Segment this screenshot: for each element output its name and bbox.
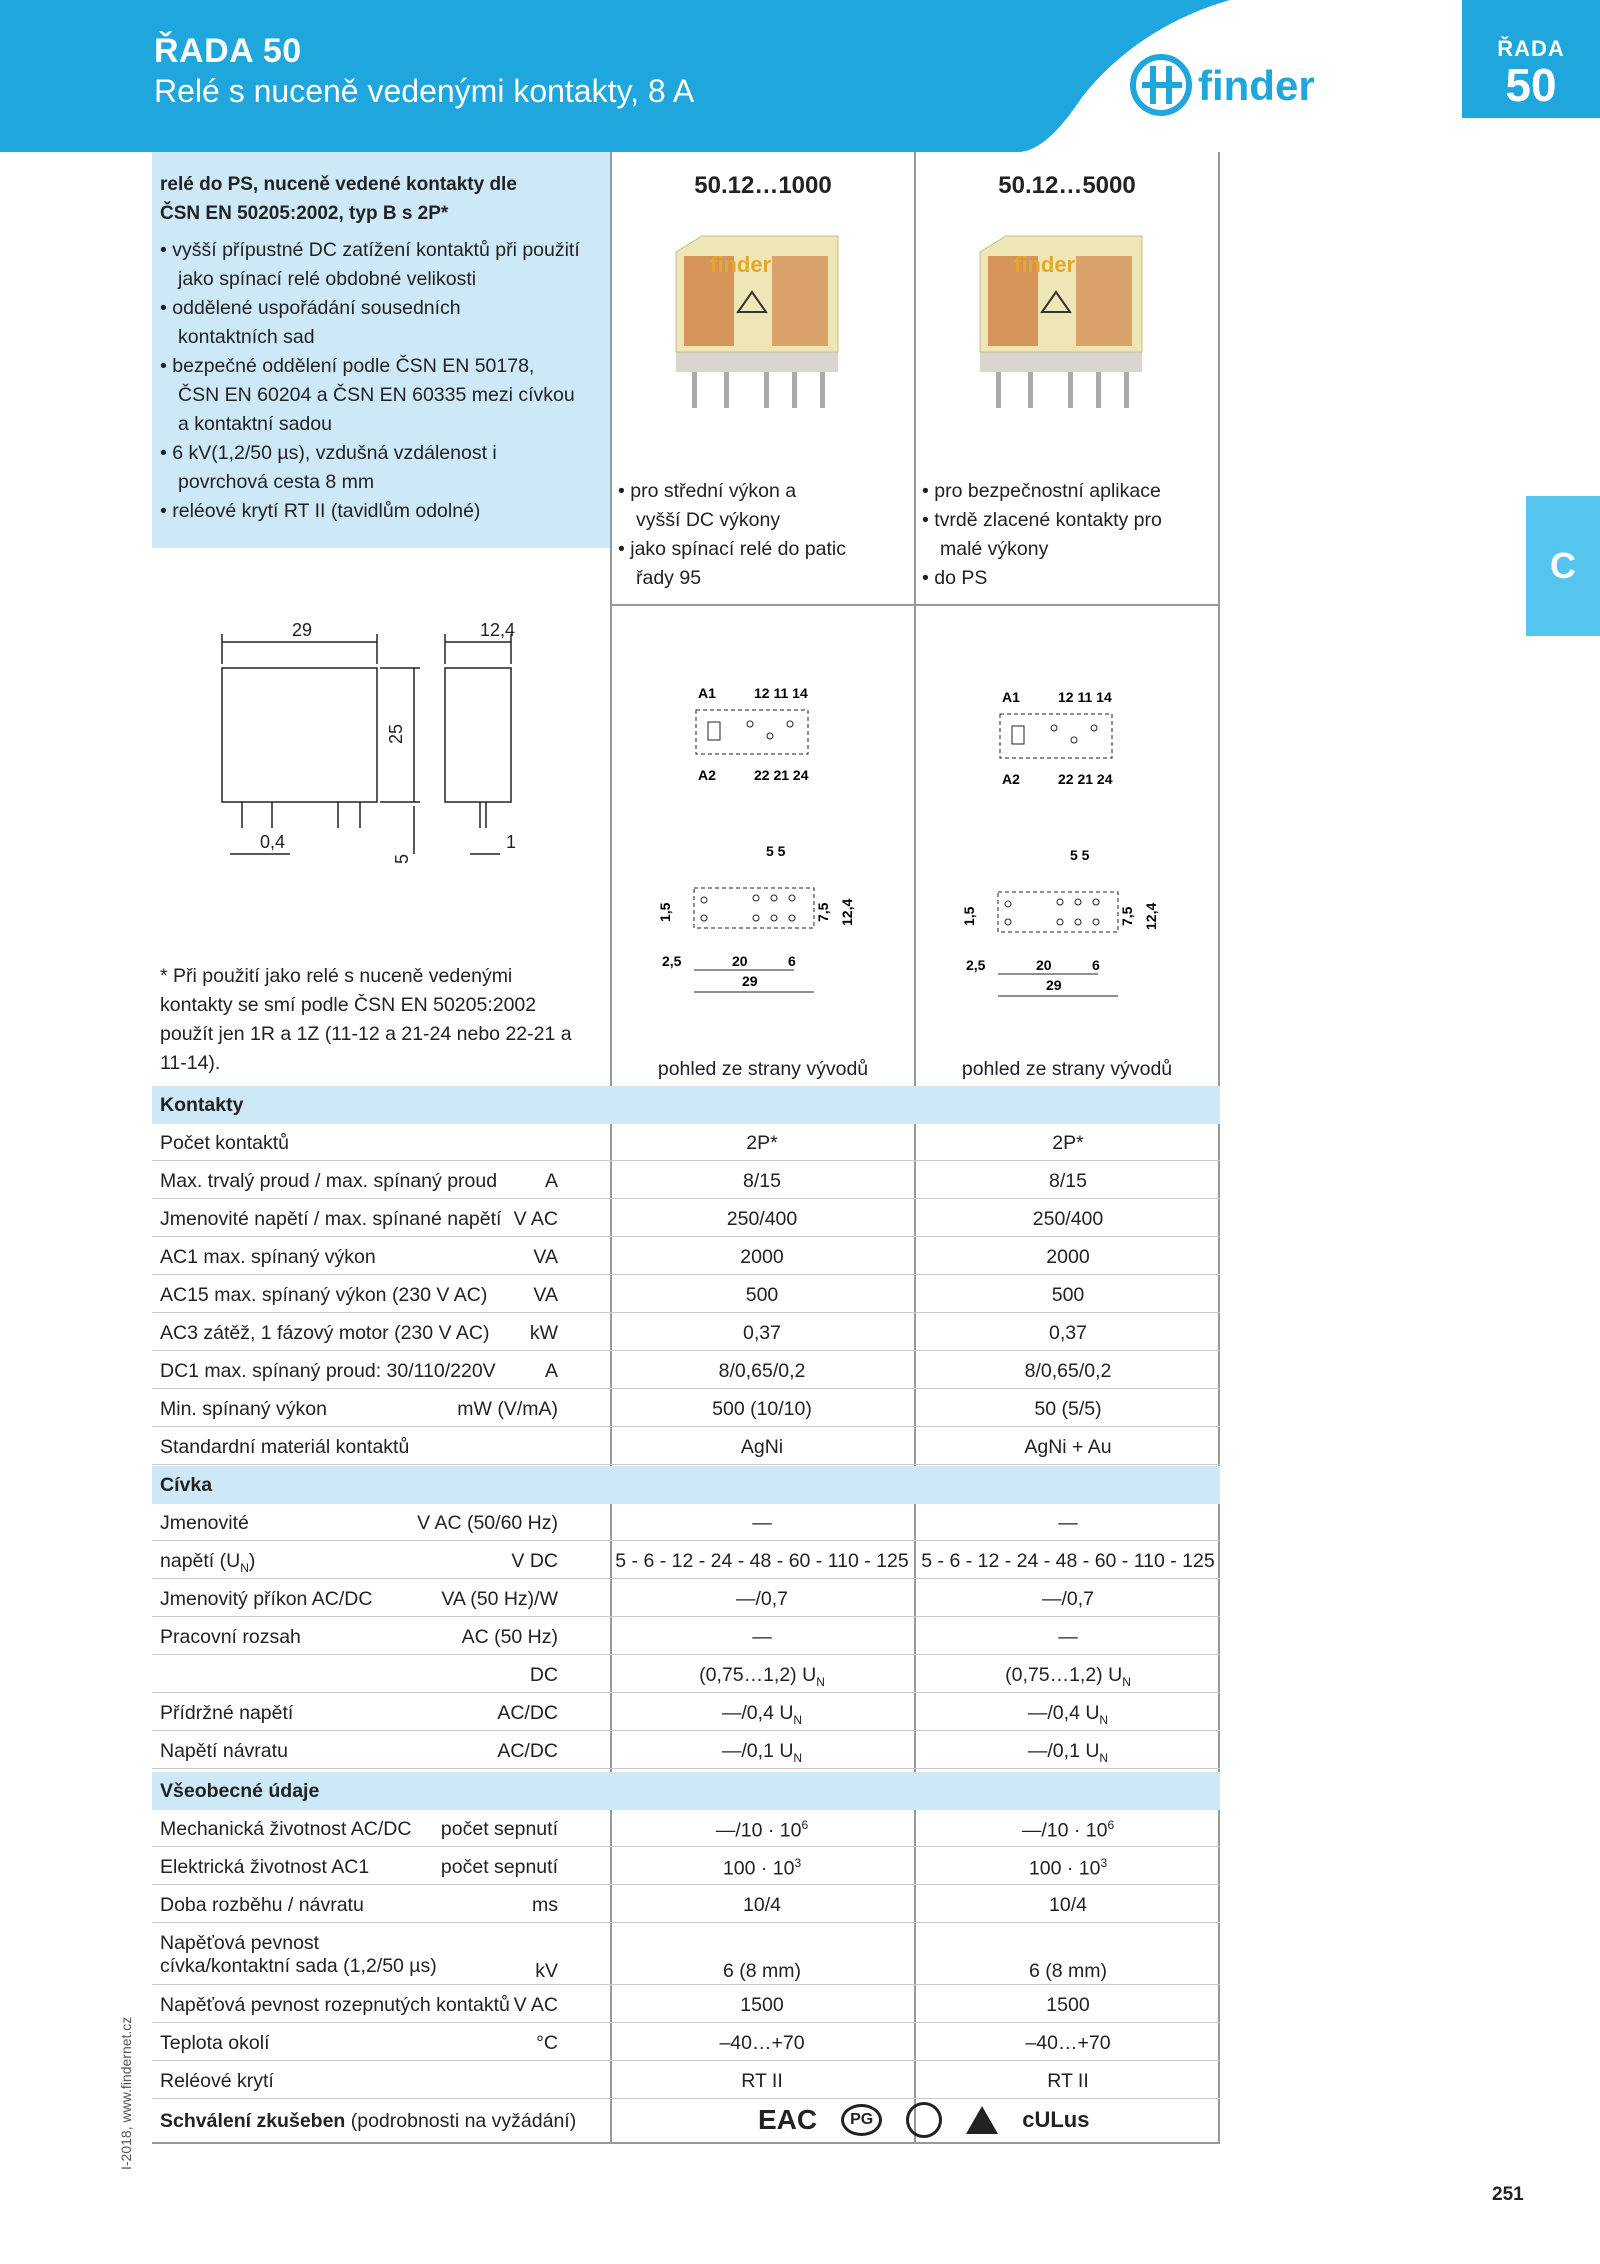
row-value-1000: (0,75…1,2) $U_N$ — [699, 1664, 825, 1689]
row-unit: °C — [536, 2032, 558, 2054]
row-label: Jmenovitý příkon AC/DC — [160, 1588, 373, 1610]
section-tab-c[interactable]: C — [1526, 496, 1600, 636]
row-value-5000: 0,37 — [1049, 1322, 1087, 1344]
row-value-1000: —/10 · $10^6$ — [715, 1818, 809, 1842]
series-title: ŘADA 50 — [154, 32, 302, 70]
intro-bullet: • bezpečné oddělení podle ČSN EN 50178, ČSN EN 60204 a ČSN EN 60335 mezi cívkou a kontaktní sadou — [160, 352, 578, 439]
fp-pitch: 5 5 — [1070, 847, 1090, 863]
row-unit: ms — [532, 1894, 558, 1916]
table-row — [152, 1314, 1220, 1351]
row-value-1000: 2P* — [746, 1132, 778, 1154]
top-pins-label: 12 11 14 — [754, 685, 808, 701]
row-unit: AC/DC — [497, 1702, 558, 1724]
dim-depth: 12,4 — [480, 620, 516, 640]
row-value-5000: — — [1058, 1512, 1078, 1534]
row-value-1000: 2000 — [740, 1246, 784, 1268]
page-title — [154, 32, 694, 110]
model-bullet: • jako spínací relé do patic řady 95 — [618, 535, 886, 593]
wiring-diagram-1000 — [690, 680, 830, 790]
svg-text:finder: finder — [710, 252, 772, 277]
section-title: Cívka — [160, 1474, 213, 1496]
row-value-1000: 5 - 6 - 12 - 24 - 48 - 60 - 110 - 125 — [615, 1550, 909, 1572]
pin-a2-label: A2 — [1002, 771, 1020, 787]
table-row — [152, 1124, 1220, 1161]
table-row — [152, 1618, 1220, 1655]
series-badge — [1462, 0, 1600, 118]
series-badge-label: ŘADA — [1497, 36, 1565, 61]
model-bullet: • do PS — [922, 564, 1212, 593]
row-unit: VA — [533, 1284, 558, 1306]
intro-box — [152, 152, 610, 548]
row-label: Mechanická životnost AC/DC — [160, 1818, 412, 1840]
pcb-footprint-5000 — [960, 846, 1180, 1006]
row-unit: V AC — [513, 1208, 558, 1230]
row-value-1000: 6 (8 mm) — [723, 1960, 801, 1982]
pin-a1-label: A1 — [1002, 689, 1020, 705]
table-row — [152, 1986, 1220, 2023]
row-value-5000: (0,75…1,2) $U_N$ — [1005, 1664, 1131, 1689]
model-bullets-5000 — [922, 477, 1212, 593]
row-unit: kW — [529, 1322, 558, 1344]
table-row — [152, 1238, 1220, 1275]
model-bullet: • pro střední výkon a vyšší DC výkony — [618, 477, 836, 535]
row-label: Jmenovité — [160, 1512, 249, 1534]
row-value-1000: 500 — [745, 1284, 779, 1306]
fp-20: 20 — [732, 953, 748, 969]
row-label: Standardní materiál kontaktů — [160, 1436, 410, 1458]
row-unit: kV — [535, 1960, 558, 1982]
table-row — [152, 1656, 1220, 1693]
svg-text:finder: finder — [1014, 252, 1076, 277]
table-row — [152, 1352, 1220, 1389]
row-value-5000: —/0,4 $U_N$ — [1027, 1702, 1109, 1727]
pg-mark-icon: PG — [841, 2104, 882, 2136]
row-value-5000: 10/4 — [1049, 1894, 1087, 1916]
fp-25: 2,5 — [662, 953, 682, 969]
fp-124: 12,4 — [1143, 902, 1159, 930]
row-value-5000: 2P* — [1052, 1132, 1084, 1154]
row-value-1000: — — [752, 1512, 772, 1534]
row-value-5000: 8/15 — [1049, 1170, 1087, 1192]
intro-bullets — [152, 236, 610, 526]
row-unit: mW (V/mA) — [457, 1398, 558, 1420]
approvals-title: Schválení zkušeben — [160, 2110, 346, 2132]
row-value-5000: RT II — [1047, 2070, 1089, 2092]
row-label: napětí $(U_N)$ — [160, 1550, 256, 1575]
row-value-1000: –40…+70 — [719, 2032, 805, 2054]
row-label: Počet kontaktů — [160, 1132, 289, 1154]
model-bullet: • tvrdě zlacené kontakty pro malé výkony — [922, 506, 1180, 564]
row-value-5000: 500 — [1051, 1284, 1085, 1306]
row-label: Pracovní rozsah — [160, 1626, 301, 1648]
row-label: Doba rozběhu / návratu — [160, 1894, 364, 1916]
top-pins-label: 12 11 14 — [1058, 689, 1112, 705]
row-unit: A — [544, 1170, 558, 1192]
dim-pin-length: 5 — [392, 853, 412, 864]
row-value-1000: 1500 — [740, 1994, 784, 2016]
row-label: Elektrická životnost AC1 — [160, 1856, 370, 1878]
fp-20: 20 — [1036, 957, 1052, 973]
table-row — [152, 1428, 1220, 1465]
row-unit: počet sepnutí — [440, 1818, 558, 1840]
approvals-label — [160, 2110, 576, 2133]
row-value-5000: — — [1058, 1626, 1078, 1648]
dim-width: 29 — [292, 620, 313, 640]
fp-25: 2,5 — [966, 957, 986, 973]
row-value-1000: RT II — [741, 2070, 783, 2092]
row-unit: V AC — [513, 1994, 558, 2016]
row-value-5000: —/0,1 $U_N$ — [1027, 1740, 1109, 1765]
view-caption-5000: pohled ze strany vývodů — [961, 1058, 1173, 1080]
culus-mark-icon: cULus — [1022, 2107, 1090, 2132]
fp-15: 1,5 — [961, 906, 977, 926]
fp-pitch: 5 5 — [766, 843, 786, 859]
row-unit: DC — [529, 1664, 558, 1686]
table-row — [152, 1390, 1220, 1427]
pin-a2-label: A2 — [698, 767, 716, 783]
row-label: AC3 zátěž, 1 fázový motor (230 V AC) — [160, 1322, 490, 1344]
row-value-1000: 8/15 — [743, 1170, 781, 1192]
row-label: Max. trvalý proud / max. spínaný proud — [160, 1170, 498, 1192]
fp-15: 1,5 — [657, 902, 673, 922]
fp-29: 29 — [742, 973, 758, 989]
row-value-1000: 250/400 — [726, 1208, 798, 1230]
footnote: * Při použití jako relé s nuceně vedenými kontakty se smí podle ČSN EN 50205:2002 použít jen 1R a 1Z (11-12 a 21-24 nebo 22-21 a 11-14). — [160, 965, 572, 1074]
row-value-5000: —/10 · $10^6$ — [1021, 1818, 1115, 1842]
row-unit: A — [544, 1360, 558, 1382]
section-contacts — [152, 1086, 1220, 1124]
section-title: Všeobecné údaje — [160, 1780, 320, 1802]
bottom-pins-label: 22 21 24 — [754, 767, 809, 783]
row-label: Napětí návratu — [160, 1740, 288, 1762]
row-unit: AC (50 Hz) — [461, 1626, 558, 1648]
table-row — [152, 1848, 1220, 1885]
section-coil — [152, 1466, 1220, 1504]
table-row — [152, 1732, 1220, 1769]
row-label: Napěťová pevnost cívka/kontaktní sada (1,2/50 µs) — [160, 1932, 437, 1977]
table-row — [152, 1542, 1220, 1579]
pcb-footprint-1000 — [656, 842, 876, 1002]
row-value-5000: —/0,7 — [1041, 1588, 1095, 1610]
fp-124: 12,4 — [839, 898, 855, 926]
dim-pin-width: 0,4 — [260, 832, 286, 852]
table-row — [152, 1580, 1220, 1617]
row-unit: počet sepnutí — [440, 1856, 558, 1878]
row-value-1000: AgNi — [740, 1436, 784, 1458]
model-bullets-1000 — [618, 477, 908, 593]
row-value-1000: $100 \cdot 10^3$ — [722, 1856, 802, 1880]
row-value-5000: 50 (5/5) — [1034, 1398, 1102, 1420]
table-row — [152, 1924, 1220, 1985]
pin-a1-label: A1 — [698, 685, 716, 701]
row-value-5000: $100 \cdot 10^3$ — [1028, 1856, 1108, 1880]
table-row — [152, 1276, 1220, 1313]
row-value-1000: — — [752, 1626, 772, 1648]
series-subtitle: Relé s nuceně vedenými kontakty, 8 A — [154, 73, 695, 109]
row-value-1000: —/0,1 $U_N$ — [721, 1740, 803, 1765]
eac-mark-icon: EAC — [758, 2104, 818, 2135]
row-value-5000: 250/400 — [1032, 1208, 1104, 1230]
row-value-5000: 2000 — [1046, 1246, 1090, 1268]
finder-logo — [1128, 52, 1368, 118]
fp-29: 29 — [1046, 977, 1062, 993]
row-divider — [610, 604, 1220, 606]
row-label: DC1 max. spínaný proud: 30/110/220V — [160, 1360, 496, 1382]
table-row — [152, 1810, 1220, 1847]
row-value-5000: 8/0,65/0,2 — [1024, 1360, 1112, 1382]
brand-name: finder — [1198, 62, 1315, 109]
dim-height: 25 — [386, 723, 406, 744]
intro-bullet: • 6 kV(1,2/50 µs), vzdušná vzdálenost i povrchová cesta 8 mm — [160, 439, 538, 497]
bottom-pins-label: 22 21 24 — [1058, 771, 1113, 787]
table-row — [152, 1886, 1220, 1923]
edition-note: I-2018, www.findernet.cz — [118, 2016, 134, 2170]
row-unit: V AC (50/60 Hz) — [417, 1512, 558, 1534]
fp-6: 6 — [1092, 957, 1100, 973]
table-row — [152, 1504, 1220, 1541]
relay-photo-1000 — [672, 232, 842, 432]
row-label: AC1 max. spínaný výkon — [160, 1246, 376, 1268]
section-general — [152, 1772, 1220, 1810]
wiring-diagram-5000 — [994, 684, 1134, 794]
row-value-1000: 500 (10/10) — [712, 1398, 812, 1420]
row-label: Teplota okolí — [160, 2032, 270, 2054]
intro-heading: relé do PS, nuceně vedené kontakty dle ČSN EN 50205:2002, typ B s 2P* — [160, 174, 517, 224]
intro-bullet: • vyšší přípustné DC zatížení kontaktů při použití jako spínací relé obdobné velikosti — [160, 236, 598, 294]
table-row — [152, 1162, 1220, 1199]
row-value-5000: AgNi + Au — [1024, 1436, 1112, 1458]
dimension-drawing — [200, 616, 530, 876]
table-row — [152, 1694, 1220, 1731]
model-title-5000: 50.12…5000 — [998, 172, 1136, 199]
model-title-1000: 50.12…1000 — [694, 172, 832, 199]
row-label: Napěťová pevnost rozepnutých kontaktů — [160, 1994, 510, 2016]
row-value-1000: —/0,7 — [735, 1588, 789, 1610]
row-label: Jmenovité napětí / max. spínané napětí — [160, 1208, 502, 1230]
row-unit: AC/DC — [497, 1740, 558, 1762]
relay-photo-5000 — [976, 232, 1146, 432]
row-unit: V DC — [511, 1550, 558, 1572]
row-label: Min. spínaný výkon — [160, 1398, 327, 1420]
intro-bullet: • oddělené uspořádání sousedních kontaktních sad — [160, 294, 508, 352]
intro-bullet: • reléové krytí RT II (tavidlům odolné) — [160, 497, 578, 526]
row-label: Přídržné napětí — [160, 1702, 294, 1724]
fp-75: 7,5 — [815, 902, 831, 922]
row-value-5000: 5 - 6 - 12 - 24 - 48 - 60 - 110 - 125 — [921, 1550, 1215, 1572]
row-unit: VA (50 Hz)/W — [441, 1588, 558, 1610]
lcie-mark-icon — [906, 2102, 942, 2138]
row-value-5000: 6 (8 mm) — [1029, 1960, 1107, 1982]
series-badge-number: 50 — [1505, 59, 1557, 111]
row-label: AC15 max. spínaný výkon (230 V AC) — [160, 1284, 488, 1306]
row-unit: VA — [533, 1246, 558, 1268]
vde-mark-icon — [966, 2106, 998, 2134]
table-row — [152, 1200, 1220, 1237]
table-row — [152, 2062, 1220, 2099]
row-value-1000: 0,37 — [743, 1322, 781, 1344]
row-value-5000: 1500 — [1046, 1994, 1090, 2016]
table-bottom — [152, 2142, 1220, 2144]
row-value-1000: 10/4 — [743, 1894, 781, 1916]
table-row — [152, 2024, 1220, 2061]
model-bullet: • pro bezpečnostní aplikace — [922, 477, 1212, 506]
row-value-5000: –40…+70 — [1025, 2032, 1111, 2054]
row-value-1000: —/0,4 $U_N$ — [721, 1702, 803, 1727]
page-number: 251 — [1492, 2184, 1524, 2205]
dim-pin-thickness: 1 — [506, 832, 517, 852]
fp-6: 6 — [788, 953, 796, 969]
row-value-1000: 8/0,65/0,2 — [718, 1360, 806, 1382]
approvals-note: (podrobnosti na vyžádání) — [350, 2110, 577, 2132]
approval-marks — [758, 2102, 1090, 2138]
section-title: Kontakty — [160, 1094, 244, 1116]
fp-75: 7,5 — [1119, 906, 1135, 926]
row-label: Reléové krytí — [160, 2070, 274, 2092]
view-caption-1000: pohled ze strany vývodů — [657, 1058, 869, 1080]
